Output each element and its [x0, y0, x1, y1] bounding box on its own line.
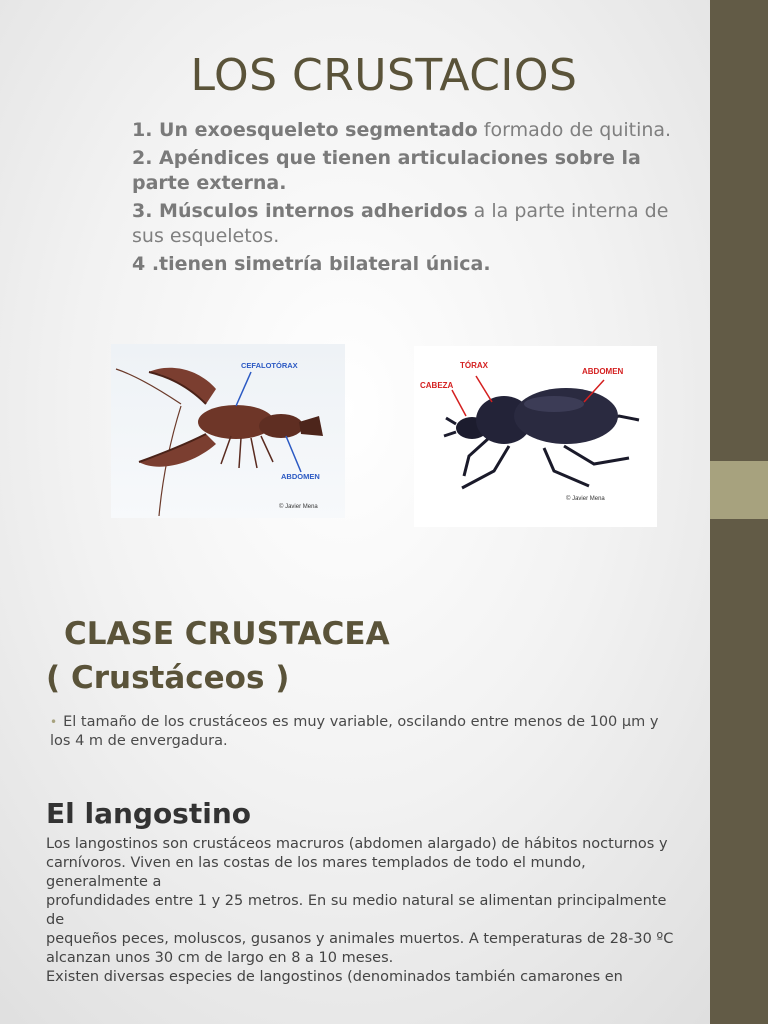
size-bullet-text: El tamaño de los crustáceos es muy variable, oscilando entre menos de 100 µm y los 4 m de envergadura. — [50, 714, 659, 749]
beetle-photo — [414, 346, 657, 527]
paragraph-line: carnívoros. Viven en las costas de los mares templados de todo el mundo, generalmente a — [46, 855, 586, 890]
feature-item — [132, 146, 672, 196]
crayfish-label-cefalotorax: CEFALOTÓRAX — [241, 361, 298, 370]
crayfish-credit: © Javier Mena — [279, 504, 318, 510]
feature-bold: 1. Un exoesqueleto segmentado — [132, 119, 478, 141]
class-title-line2: ( Crustáceos ) — [46, 660, 290, 696]
feature-rest: a la parte interna de sus esqueletos. — [132, 200, 669, 247]
crayfish-photo — [111, 344, 345, 518]
paragraph-line: pequeños peces, moluscos, gusanos y animales muertos. A temperaturas de 28-30 ºC — [46, 931, 674, 947]
beetle-credit: © Javier Mena — [566, 496, 605, 502]
slide-title: LOS CRUSTACIOS — [190, 50, 578, 101]
feature-bold: 2. Apéndices que tienen articulaciones sobre la parte externa. — [132, 147, 641, 194]
class-title-line1: CLASE CRUSTACEA — [64, 616, 390, 652]
langostino-heading: El langostino — [46, 797, 251, 830]
class-crustacea-title — [46, 612, 390, 700]
crayfish-illustration — [111, 344, 345, 518]
feature-item — [132, 118, 672, 143]
beetle-label-torax: TÓRAX — [460, 361, 488, 370]
paragraph-line: profundidades entre 1 y 25 metros. En su medio natural se alimentan principalmente de — [46, 893, 667, 928]
feature-item — [132, 199, 672, 249]
feature-list — [132, 118, 672, 280]
right-accent-square — [710, 461, 768, 519]
paragraph-line: Los langostinos son crustáceos macruros (abdomen alargado) de hábitos nocturnos y — [46, 836, 668, 852]
feature-item — [132, 252, 672, 277]
beetle-label-cabeza: CABEZA — [420, 381, 454, 390]
feature-rest: formado de quitina. — [477, 119, 672, 141]
size-bullet — [50, 713, 670, 751]
bullet-dot-icon: • — [50, 715, 58, 729]
paragraph-line: alcanzan unos 30 cm de largo en 8 a 10 meses. — [46, 950, 394, 966]
feature-bold: 4 .tienen simetría bilateral única. — [132, 253, 491, 275]
langostino-paragraph — [46, 835, 676, 987]
feature-bold: 3. Músculos internos adheridos — [132, 200, 468, 222]
beetle-illustration — [414, 346, 657, 527]
paragraph-line: Existen diversas especies de langostinos (denominados también camarones en — [46, 969, 623, 985]
crayfish-label-abdomen: ABDOMEN — [281, 472, 320, 481]
beetle-label-abdomen: ABDOMEN — [582, 367, 624, 376]
